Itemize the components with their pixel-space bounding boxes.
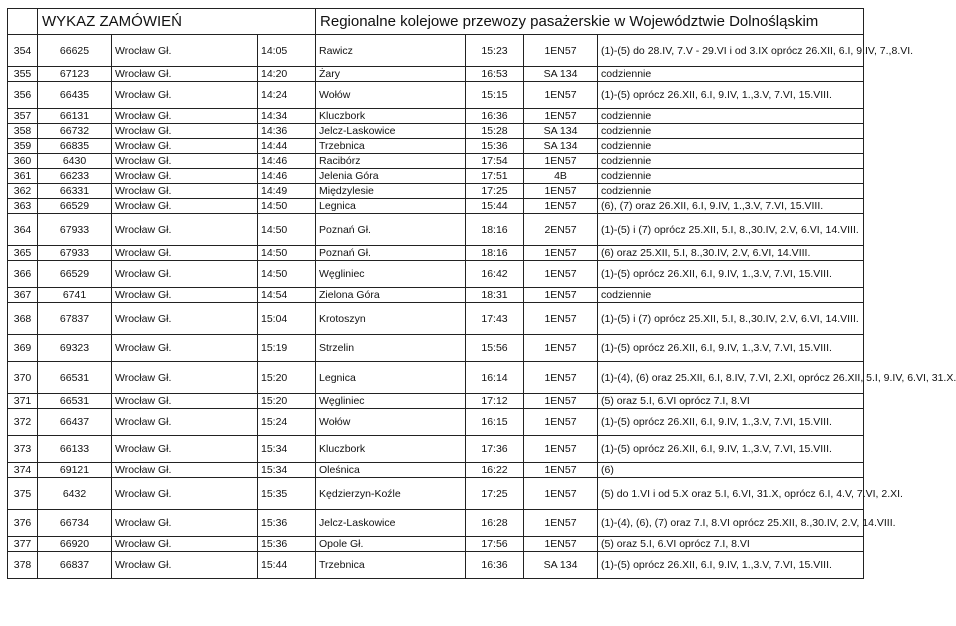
train-number-cell: 66625 (38, 35, 112, 67)
train-number-cell: 66133 (38, 436, 112, 463)
arrival-time-cell: 17:36 (466, 436, 524, 463)
destination-station-cell: Opole Gł. (316, 537, 466, 552)
destination-station-cell: Kędzierzyn-Koźle (316, 478, 466, 510)
origin-station-cell: Wrocław Gł. (112, 139, 258, 154)
table-row (8, 199, 864, 214)
rolling-stock-cell: 1EN57 (524, 154, 598, 169)
destination-station-cell: Kluczbork (316, 436, 466, 463)
destination-station-cell: Jelcz-Laskowice (316, 510, 466, 537)
train-number-cell: 66529 (38, 199, 112, 214)
operating-days-cell: (1)-(5) oprócz 26.XII, 6.I, 9.IV, 1.,3.V, 7.VI, 15.VIII. (598, 82, 864, 109)
row-number-cell: 376 (8, 510, 38, 537)
table-row (8, 214, 864, 246)
arrival-time-cell: 16:22 (466, 463, 524, 478)
origin-station-cell: Wrocław Gł. (112, 82, 258, 109)
operating-days-cell: codziennie (598, 109, 864, 124)
arrival-time-cell: 18:16 (466, 214, 524, 246)
rolling-stock-cell: 1EN57 (524, 436, 598, 463)
table-body (8, 35, 956, 579)
train-number-cell: 69121 (38, 463, 112, 478)
row-number-cell: 371 (8, 394, 38, 409)
rolling-stock-cell: 2EN57 (524, 214, 598, 246)
destination-station-cell: Jelcz-Laskowice (316, 124, 466, 139)
destination-station-cell: Zielona Góra (316, 288, 466, 303)
table-row (8, 537, 864, 552)
table-row (8, 109, 864, 124)
origin-station-cell: Wrocław Gł. (112, 199, 258, 214)
destination-station-cell: Racibórz (316, 154, 466, 169)
destination-station-cell: Wołów (316, 82, 466, 109)
rolling-stock-cell: SA 134 (524, 67, 598, 82)
train-number-cell: 67837 (38, 303, 112, 335)
departure-time-cell: 15:04 (258, 303, 316, 335)
rolling-stock-cell: SA 134 (524, 552, 598, 579)
table-row (8, 154, 864, 169)
destination-station-cell: Jelenia Góra (316, 169, 466, 184)
row-number-cell: 360 (8, 154, 38, 169)
departure-time-cell: 14:34 (258, 109, 316, 124)
train-number-cell: 66835 (38, 139, 112, 154)
departure-time-cell: 15:36 (258, 537, 316, 552)
train-number-cell: 6432 (38, 478, 112, 510)
row-number-cell: 365 (8, 246, 38, 261)
destination-station-cell: Krotoszyn (316, 303, 466, 335)
table-row (8, 288, 864, 303)
rolling-stock-cell: 1EN57 (524, 335, 598, 362)
train-number-cell: 66732 (38, 124, 112, 139)
departure-time-cell: 14:36 (258, 124, 316, 139)
departure-time-cell: 15:19 (258, 335, 316, 362)
operating-days-cell: (1)-(5) i (7) oprócz 25.XII, 5.I, 8.,30.IV, 2.V, 6.VI, 14.VIII. (598, 214, 864, 246)
header-row (8, 9, 864, 35)
origin-station-cell: Wrocław Gł. (112, 169, 258, 184)
table-row (8, 478, 864, 510)
rolling-stock-cell: 1EN57 (524, 246, 598, 261)
operating-days-cell: (1)-(5) oprócz 26.XII, 6.I, 9.IV, 1.,3.V, 7.VI, 15.VIII. (598, 261, 864, 288)
operating-days-cell: (6) (598, 463, 864, 478)
arrival-time-cell: 17:51 (466, 169, 524, 184)
row-number-cell: 374 (8, 463, 38, 478)
arrival-time-cell: 16:53 (466, 67, 524, 82)
arrival-time-cell: 15:56 (466, 335, 524, 362)
origin-station-cell: Wrocław Gł. (112, 478, 258, 510)
train-number-cell: 69323 (38, 335, 112, 362)
table-row (8, 35, 864, 67)
rolling-stock-cell: 1EN57 (524, 199, 598, 214)
origin-station-cell: Wrocław Gł. (112, 335, 258, 362)
row-number-cell: 368 (8, 303, 38, 335)
operating-days-cell: (1)-(4), (6), (7) oraz 7.I, 8.VI oprócz 25.XII, 8.,30.IV, 2.V, 14.VIII. (598, 510, 864, 537)
row-number-cell: 364 (8, 214, 38, 246)
train-number-cell: 66920 (38, 537, 112, 552)
arrival-time-cell: 16:42 (466, 261, 524, 288)
operating-days-cell: (5) do 1.VI i od 5.X oraz 5.I, 6.VI, 31.X, oprócz 6.I, 4.V, 7.VI, 2.XI. (598, 478, 864, 510)
rolling-stock-cell: 1EN57 (524, 537, 598, 552)
arrival-time-cell: 17:54 (466, 154, 524, 169)
destination-station-cell: Wołów (316, 409, 466, 436)
rolling-stock-cell: 1EN57 (524, 463, 598, 478)
train-number-cell: 67933 (38, 246, 112, 261)
destination-station-cell: Węgliniec (316, 394, 466, 409)
rolling-stock-cell: 1EN57 (524, 261, 598, 288)
table-row (8, 303, 864, 335)
origin-station-cell: Wrocław Gł. (112, 184, 258, 199)
rolling-stock-cell: 1EN57 (524, 409, 598, 436)
origin-station-cell: Wrocław Gł. (112, 394, 258, 409)
destination-station-cell: Legnica (316, 199, 466, 214)
row-number-cell: 362 (8, 184, 38, 199)
table-row (8, 82, 864, 109)
table-row (8, 67, 864, 82)
operating-days-cell: (1)-(5) do 28.IV, 7.V - 29.VI i od 3.IX oprócz 26.XII, 6.I, 9.IV, 7.,8.VI. (598, 35, 864, 67)
table-row (8, 510, 864, 537)
arrival-time-cell: 15:15 (466, 82, 524, 109)
origin-station-cell: Wrocław Gł. (112, 552, 258, 579)
train-number-cell: 66531 (38, 362, 112, 394)
train-number-cell: 67933 (38, 214, 112, 246)
operating-days-cell: (6), (7) oraz 26.XII, 6.I, 9.IV, 1.,3.V, 7.VI, 15.VIII. (598, 199, 864, 214)
rolling-stock-cell: SA 134 (524, 139, 598, 154)
arrival-time-cell: 16:36 (466, 552, 524, 579)
row-number-cell: 366 (8, 261, 38, 288)
table-row (8, 169, 864, 184)
departure-time-cell: 14:50 (258, 246, 316, 261)
departure-time-cell: 15:20 (258, 394, 316, 409)
train-number-cell: 67123 (38, 67, 112, 82)
row-number-cell: 357 (8, 109, 38, 124)
origin-station-cell: Wrocław Gł. (112, 246, 258, 261)
table-row (8, 124, 864, 139)
arrival-time-cell: 16:14 (466, 362, 524, 394)
table-row (8, 409, 864, 436)
rolling-stock-cell: 1EN57 (524, 394, 598, 409)
arrival-time-cell: 15:23 (466, 35, 524, 67)
row-number-cell: 369 (8, 335, 38, 362)
origin-station-cell: Wrocław Gł. (112, 303, 258, 335)
train-number-cell: 66837 (38, 552, 112, 579)
departure-time-cell: 14:05 (258, 35, 316, 67)
operating-days-cell: (5) oraz 5.I, 6.VI oprócz 7.I, 8.VI (598, 537, 864, 552)
rolling-stock-cell: 1EN57 (524, 510, 598, 537)
row-number-cell: 375 (8, 478, 38, 510)
row-number-cell: 354 (8, 35, 38, 67)
operating-days-cell: codziennie (598, 139, 864, 154)
destination-station-cell: Poznań Gł. (316, 246, 466, 261)
arrival-time-cell: 17:25 (466, 184, 524, 199)
table-row (8, 394, 864, 409)
train-number-cell: 66531 (38, 394, 112, 409)
rolling-stock-cell: 1EN57 (524, 82, 598, 109)
table-row (8, 362, 864, 394)
departure-time-cell: 15:24 (258, 409, 316, 436)
train-number-cell: 66331 (38, 184, 112, 199)
operating-days-cell: (1)-(5) oprócz 26.XII, 6.I, 9.IV, 1.,3.V, 7.VI, 15.VIII. (598, 552, 864, 579)
arrival-time-cell: 17:43 (466, 303, 524, 335)
operating-days-cell: codziennie (598, 184, 864, 199)
origin-station-cell: Wrocław Gł. (112, 510, 258, 537)
departure-time-cell: 15:20 (258, 362, 316, 394)
destination-station-cell: Rawicz (316, 35, 466, 67)
departure-time-cell: 15:44 (258, 552, 316, 579)
arrival-time-cell: 17:56 (466, 537, 524, 552)
operating-days-cell: (1)-(5) i (7) oprócz 25.XII, 5.I, 8.,30.IV, 2.V, 6.VI, 14.VIII. (598, 303, 864, 335)
arrival-time-cell: 16:15 (466, 409, 524, 436)
operating-days-cell: codziennie (598, 124, 864, 139)
rolling-stock-cell: 1EN57 (524, 478, 598, 510)
row-number-cell: 367 (8, 288, 38, 303)
destination-station-cell: Strzelin (316, 335, 466, 362)
arrival-time-cell: 15:44 (466, 199, 524, 214)
train-number-cell: 66435 (38, 82, 112, 109)
operating-days-cell: codziennie (598, 169, 864, 184)
operating-days-cell: codziennie (598, 67, 864, 82)
origin-station-cell: Wrocław Gł. (112, 124, 258, 139)
arrival-time-cell: 18:16 (466, 246, 524, 261)
table-row (8, 335, 864, 362)
operating-days-cell: (1)-(4), (6) oraz 25.XII, 6.I, 8.IV, 7.VI, 2.XI, oprócz 26.XII, 5.I, 9.IV, 6.VI, 31.X. (598, 362, 864, 394)
arrival-time-cell: 15:28 (466, 124, 524, 139)
origin-station-cell: Wrocław Gł. (112, 109, 258, 124)
operating-days-cell: (1)-(5) oprócz 26.XII, 6.I, 9.IV, 1.,3.V, 7.VI, 15.VIII. (598, 436, 864, 463)
train-number-cell: 66233 (38, 169, 112, 184)
destination-station-cell: Poznań Gł. (316, 214, 466, 246)
departure-time-cell: 14:44 (258, 139, 316, 154)
operating-days-cell: codziennie (598, 154, 864, 169)
origin-station-cell: Wrocław Gł. (112, 463, 258, 478)
operating-days-cell: (5) oraz 5.I, 6.VI oprócz 7.I, 8.VI (598, 394, 864, 409)
destination-station-cell: Oleśnica (316, 463, 466, 478)
origin-station-cell: Wrocław Gł. (112, 537, 258, 552)
table-row (8, 463, 864, 478)
operating-days-cell: (1)-(5) oprócz 26.XII, 6.I, 9.IV, 1.,3.V, 7.VI, 15.VIII. (598, 335, 864, 362)
departure-time-cell: 15:34 (258, 436, 316, 463)
origin-station-cell: Wrocław Gł. (112, 409, 258, 436)
table-row (8, 184, 864, 199)
train-number-cell: 66131 (38, 109, 112, 124)
rolling-stock-cell: 1EN57 (524, 109, 598, 124)
origin-station-cell: Wrocław Gł. (112, 67, 258, 82)
arrival-time-cell: 17:25 (466, 478, 524, 510)
rolling-stock-cell: 1EN57 (524, 35, 598, 67)
departure-time-cell: 14:50 (258, 199, 316, 214)
train-number-cell: 6741 (38, 288, 112, 303)
train-number-cell: 6430 (38, 154, 112, 169)
train-number-cell: 66437 (38, 409, 112, 436)
operating-days-cell: (1)-(5) oprócz 26.XII, 6.I, 9.IV, 1.,3.V, 7.VI, 15.VIII. (598, 409, 864, 436)
rolling-stock-cell: 4B (524, 169, 598, 184)
rolling-stock-cell: 1EN57 (524, 362, 598, 394)
departure-time-cell: 15:36 (258, 510, 316, 537)
origin-station-cell: Wrocław Gł. (112, 288, 258, 303)
departure-time-cell: 14:54 (258, 288, 316, 303)
rolling-stock-cell: SA 134 (524, 124, 598, 139)
row-number-cell: 356 (8, 82, 38, 109)
origin-station-cell: Wrocław Gł. (112, 362, 258, 394)
departure-time-cell: 15:35 (258, 478, 316, 510)
train-number-cell: 66529 (38, 261, 112, 288)
arrival-time-cell: 16:28 (466, 510, 524, 537)
origin-station-cell: Wrocław Gł. (112, 154, 258, 169)
orders-list-title: WYKAZ ZAMÓWIEŃ (38, 9, 316, 35)
table-row (8, 261, 864, 288)
destination-station-cell: Kluczbork (316, 109, 466, 124)
header-spacer (8, 9, 38, 35)
row-number-cell: 370 (8, 362, 38, 394)
row-number-cell: 355 (8, 67, 38, 82)
destination-station-cell: Legnica (316, 362, 466, 394)
arrival-time-cell: 15:36 (466, 139, 524, 154)
departure-time-cell: 14:46 (258, 169, 316, 184)
row-number-cell: 363 (8, 199, 38, 214)
destination-station-cell: Trzebnica (316, 139, 466, 154)
origin-station-cell: Wrocław Gł. (112, 436, 258, 463)
table-row (8, 436, 864, 463)
departure-time-cell: 14:20 (258, 67, 316, 82)
row-number-cell: 378 (8, 552, 38, 579)
row-number-cell: 358 (8, 124, 38, 139)
rolling-stock-cell: 1EN57 (524, 288, 598, 303)
departure-time-cell: 14:49 (258, 184, 316, 199)
departure-time-cell: 14:50 (258, 261, 316, 288)
table-row (8, 552, 864, 579)
arrival-time-cell: 17:12 (466, 394, 524, 409)
departure-time-cell: 14:50 (258, 214, 316, 246)
table-row (8, 139, 864, 154)
destination-station-cell: Żary (316, 67, 466, 82)
destination-station-cell: Węgliniec (316, 261, 466, 288)
row-number-cell: 373 (8, 436, 38, 463)
train-number-cell: 66734 (38, 510, 112, 537)
origin-station-cell: Wrocław Gł. (112, 35, 258, 67)
row-number-cell: 377 (8, 537, 38, 552)
arrival-time-cell: 18:31 (466, 288, 524, 303)
destination-station-cell: Międzylesie (316, 184, 466, 199)
departure-time-cell: 15:34 (258, 463, 316, 478)
arrival-time-cell: 16:36 (466, 109, 524, 124)
origin-station-cell: Wrocław Gł. (112, 214, 258, 246)
origin-station-cell: Wrocław Gł. (112, 261, 258, 288)
row-number-cell: 361 (8, 169, 38, 184)
row-number-cell: 372 (8, 409, 38, 436)
departure-time-cell: 14:46 (258, 154, 316, 169)
rolling-stock-cell: 1EN57 (524, 303, 598, 335)
operating-days-cell: (6) oraz 25.XII, 5.I, 8.,30.IV, 2.V, 6.VI, 14.VIII. (598, 246, 864, 261)
table-row (8, 246, 864, 261)
orders-table (7, 8, 956, 579)
rolling-stock-cell: 1EN57 (524, 184, 598, 199)
region-title: Regionalne kolejowe przewozy pasażerskie w Województwie Dolnośląskim (316, 9, 864, 35)
destination-station-cell: Trzebnica (316, 552, 466, 579)
departure-time-cell: 14:24 (258, 82, 316, 109)
row-number-cell: 359 (8, 139, 38, 154)
operating-days-cell: codziennie (598, 288, 864, 303)
